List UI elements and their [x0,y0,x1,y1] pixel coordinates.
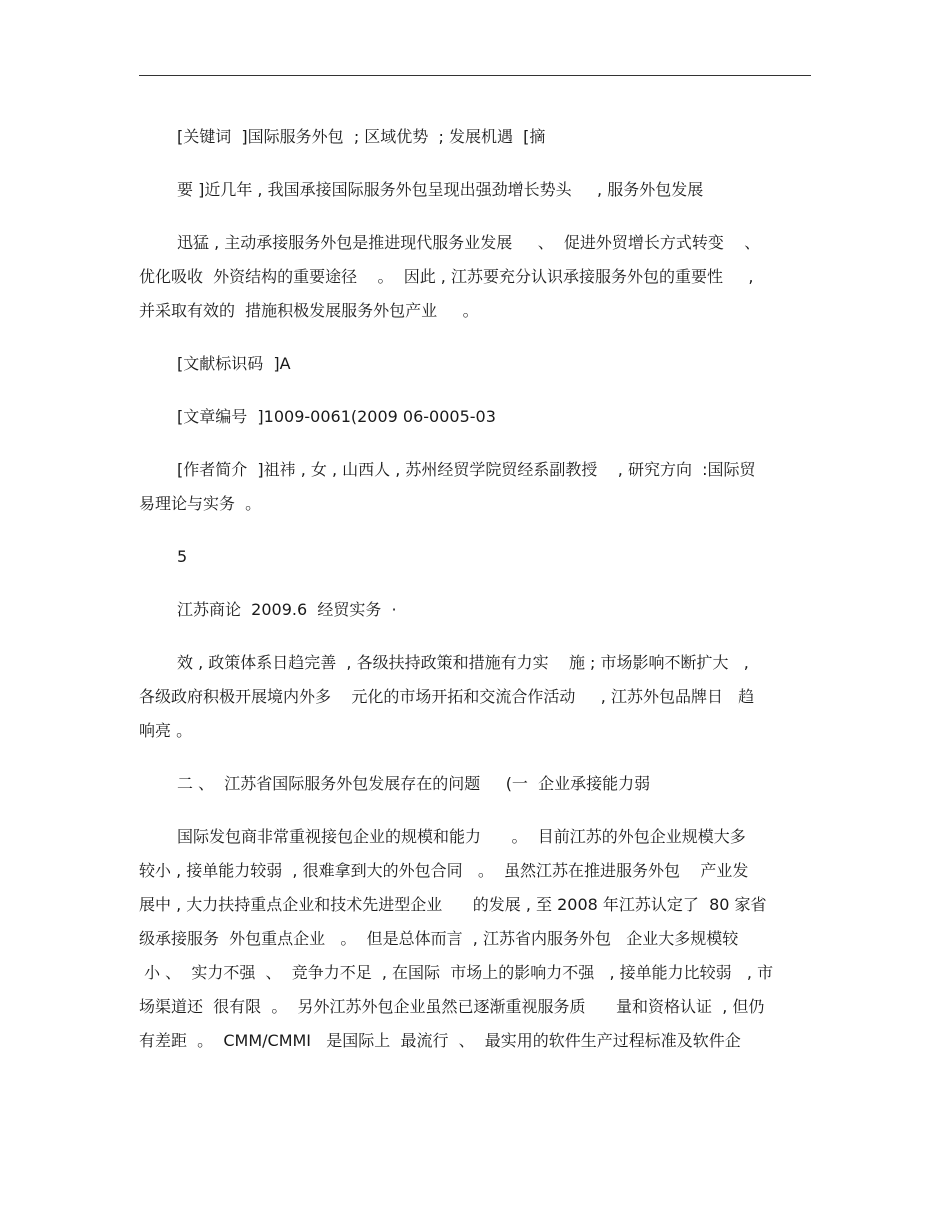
text-line: 江苏商论 2009.6 经贸实务 · [177,600,397,619]
text-line: [作者简介 ]祖祎 , 女 , 山西人 , 苏州经贸学院贸经系副教授 , 研究方向 :国际贸 [177,460,756,479]
text-line: 有差距 。 CMM/CMMI 是国际上 最流行 、 最实用的软件生产过程标准及软件企 [139,1031,741,1050]
document-body [139,120,811,1077]
header-rule [139,75,811,76]
text-line: 各级政府积极开展境内外多 元化的市场开拓和交流合作活动 , 江苏外包品牌日 趋 [139,687,755,706]
text-line: 展中 , 大力扶持重点企业和技术先进型企业 的发展 , 至 2008 年江苏认定了 80 家省 [139,895,767,914]
text-line: 二 、 江苏省国际服务外包发展存在的问题 (一 企业承接能力弱 [177,774,651,793]
text-line: [关键词 ]国际服务外包 ; 区域优势 ; 发展机遇 [摘 [177,127,546,146]
paragraph [139,820,811,1058]
text-line: 效 , 政策体系日趋完善 , 各级扶持政策和措施有力实 施 ; 市场影响不断扩大 , [177,653,749,672]
paragraph [139,400,811,434]
text-line: 小 、 实力不强 、 竞争力不足 , 在国际 市场上的影响力不强 , 接单能力比较弱 , 市 [139,963,774,982]
paragraph [139,767,811,801]
text-line: [文章编号 ]1009-0061(2009 06-0005-03 [177,407,496,426]
text-line: 迅猛 , 主动承接服务外包是推进现代服务业发展 、 促进外贸增长方式转变 、 [177,233,761,252]
text-line: 易理论与实务 。 [139,494,262,513]
text-line: 级承接服务 外包重点企业 。 但是总体而言 , 江苏省内服务外包 企业大多规模较 [139,929,739,948]
text-line: 较小 , 接单能力较弱 , 很难拿到大的外包合同 。 虽然江苏在推进服务外包 产业发 [139,861,749,880]
paragraph [139,347,811,381]
paragraph [139,646,811,748]
text-line: 优化吸收 外资结构的重要途径 。 因此 , 江苏要充分认识承接服务外包的重要性 , [139,267,754,286]
paragraph [139,540,811,574]
paragraph [139,173,811,207]
text-line: 场渠道还 很有限 。 另外江苏外包企业虽然已逐渐重视服务质 量和资格认证 , 但仍 [139,997,765,1016]
text-line: 响亮 。 [139,721,193,740]
paragraph [139,593,811,627]
text-line: 要 ]近几年 , 我国承接国际服务外包呈现出强劲增长势头 , 服务外包发展 [177,180,704,199]
text-line: 国际发包商非常重视接包企业的规模和能力 。 目前江苏的外包企业规模大多 [177,827,746,846]
text-line: 并采取有效的 措施积极发展服务外包产业 。 [139,301,479,320]
paragraph [139,453,811,521]
text-line: 5 [177,547,188,566]
paragraph [139,120,811,154]
text-line: [文献标识码 ]A [177,354,291,373]
paragraph [139,226,811,328]
